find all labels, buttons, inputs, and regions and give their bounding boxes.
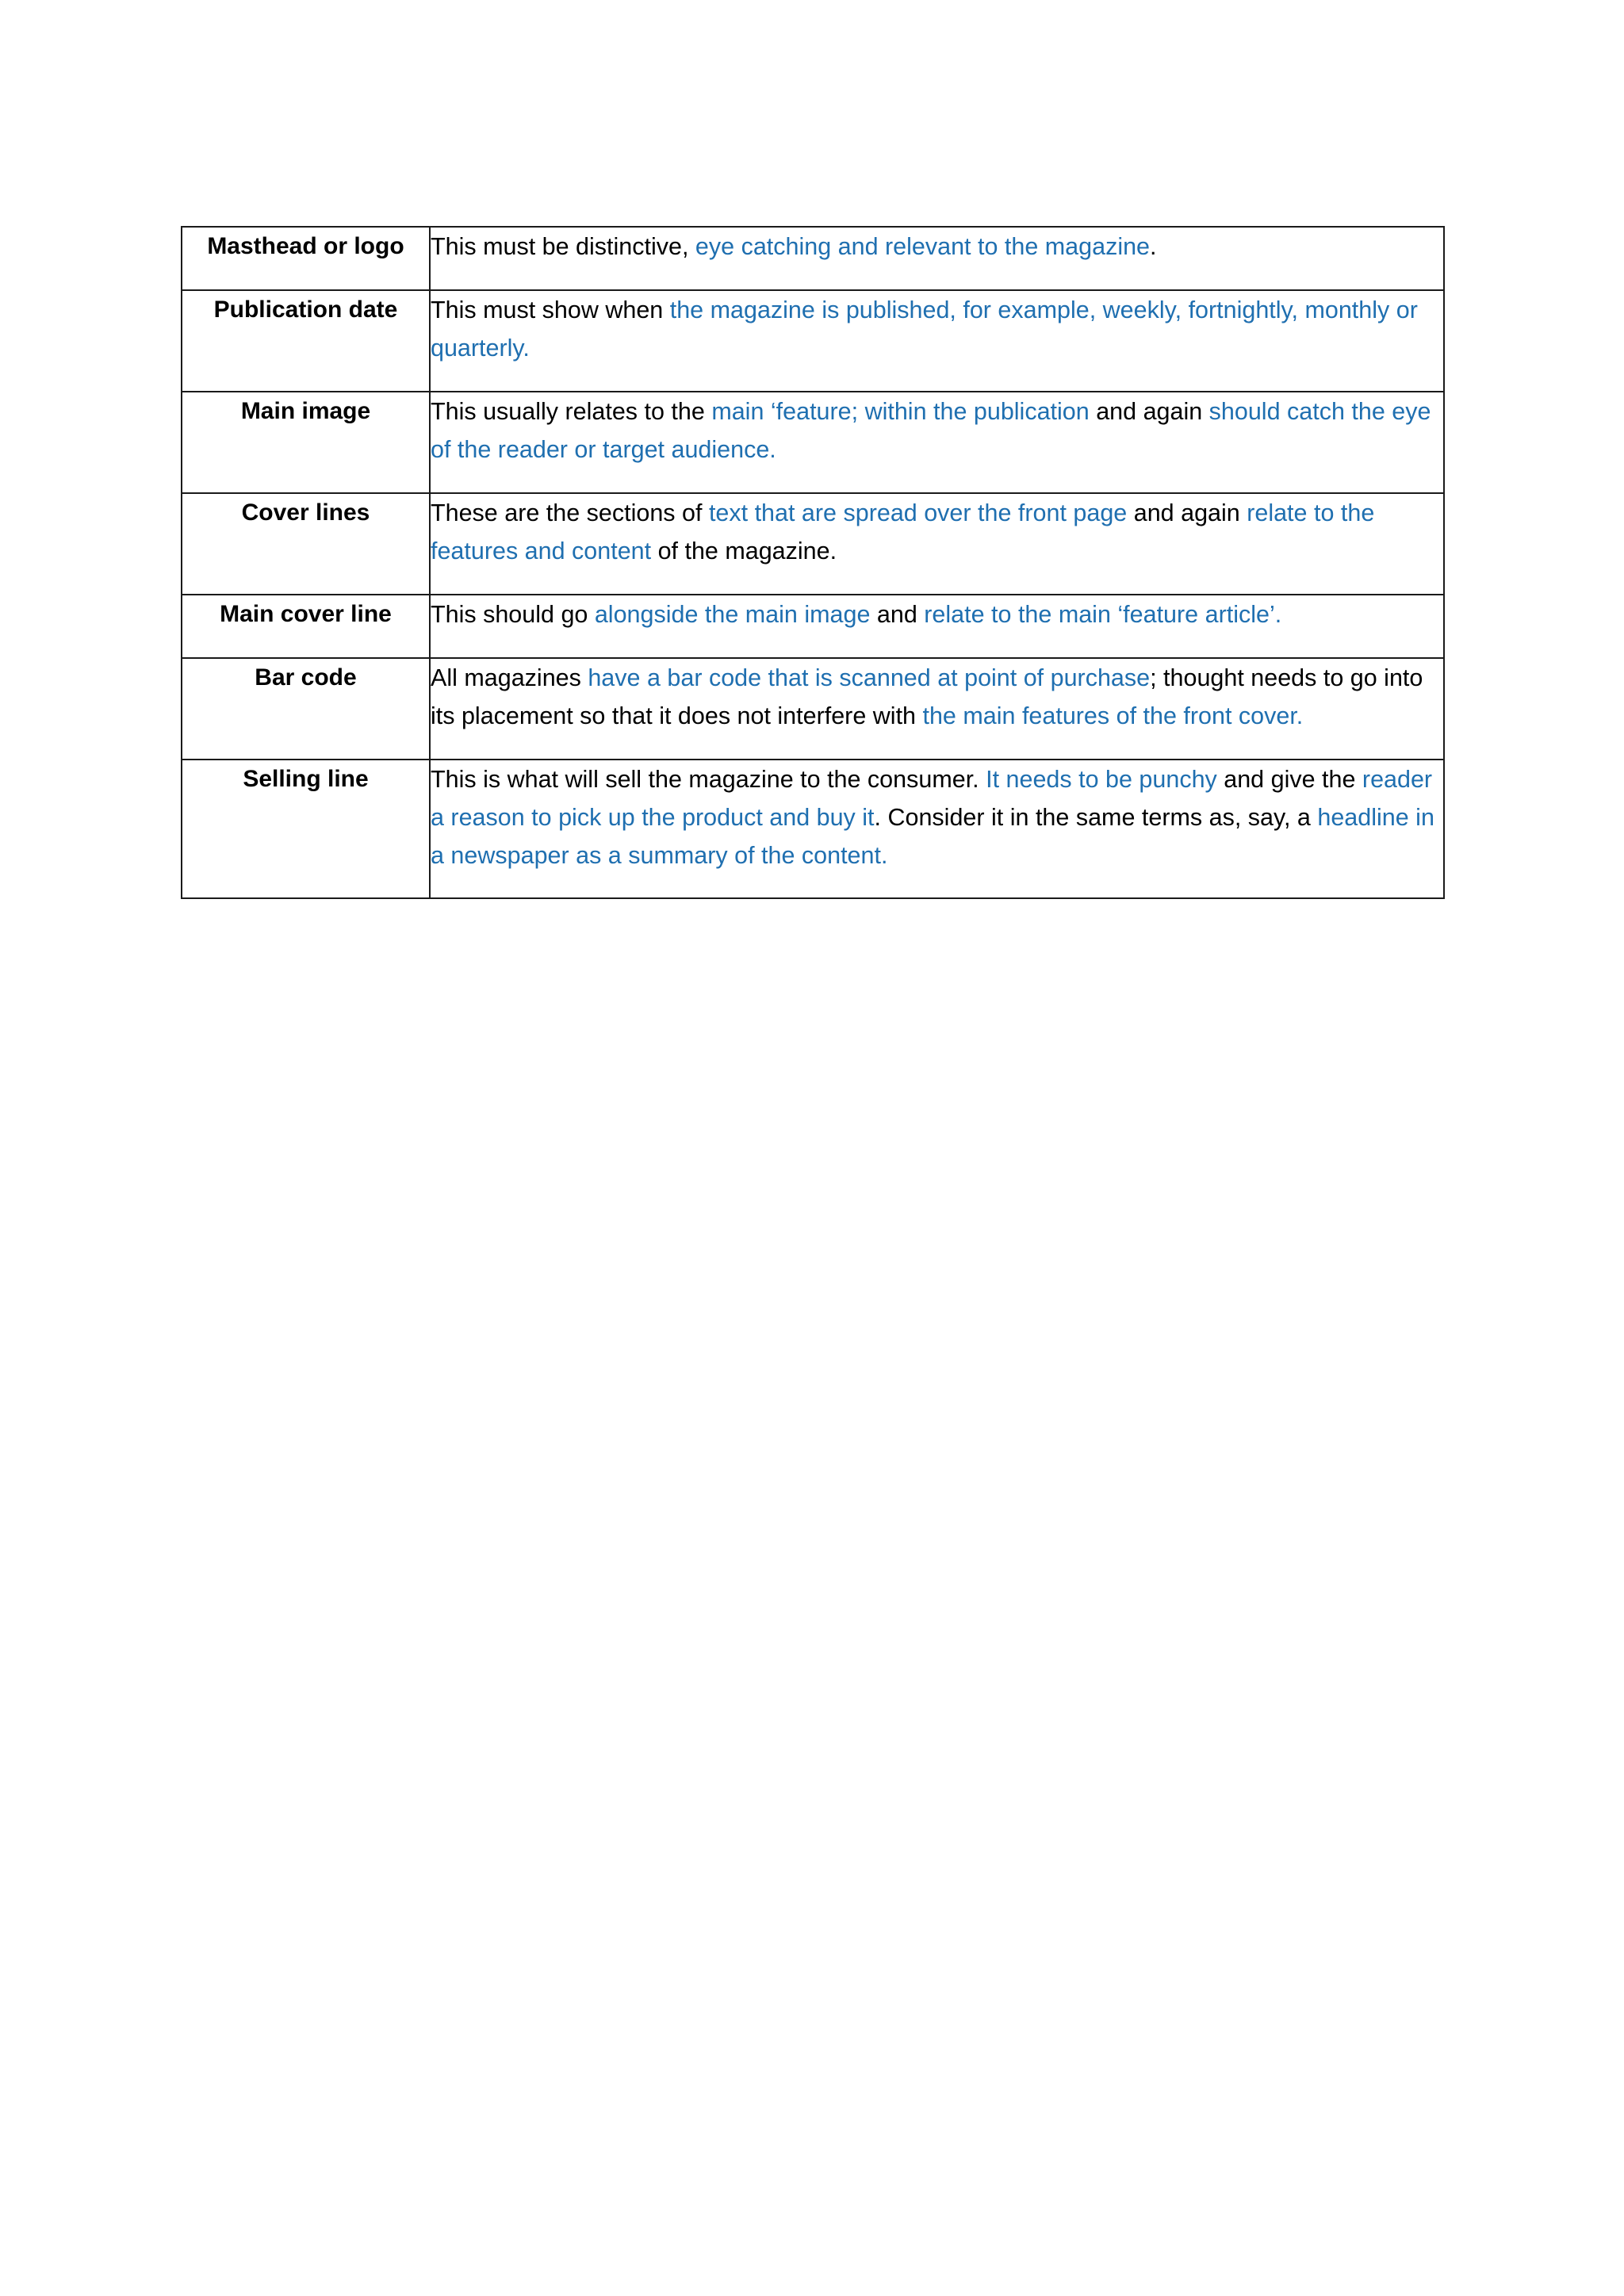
highlighted-text-segment: the magazine is published, for example, weekly, fortnightly, monthly or quarterly. (431, 297, 1418, 362)
table-row (182, 760, 1444, 898)
description-cover-lines (430, 493, 1444, 595)
text-segment: and give the (1216, 766, 1362, 793)
text-segment: This is what will sell the magazine to the consumer. (431, 766, 986, 793)
highlighted-text-segment: relate to the features and content (431, 499, 1375, 564)
term-main-cover-line: Main cover line (182, 595, 430, 658)
description-selling-line (430, 760, 1444, 898)
description-main-image (430, 392, 1444, 493)
highlighted-text-segment: the main features of the front cover. (922, 702, 1304, 729)
term-publication-date: Publication date (182, 290, 430, 392)
term-main-image: Main image (182, 392, 430, 493)
text-segment: ; thought needs to go into its placement so that it does not interfere with (431, 664, 1423, 729)
table-row (182, 290, 1444, 392)
term-masthead-or-logo: Masthead or logo (182, 227, 430, 290)
text-segment: This usually relates to the (431, 398, 712, 425)
text-segment: of the magazine. (651, 538, 837, 564)
table-row (182, 658, 1444, 760)
term-selling-line: Selling line (182, 760, 430, 898)
highlighted-text-segment: relate to the main ‘feature article’. (924, 601, 1282, 628)
table-row (182, 227, 1444, 290)
text-segment: . (1150, 233, 1157, 260)
text-segment: This should go (431, 601, 595, 628)
text-segment: and again (1127, 499, 1247, 526)
description-masthead-or-logo (430, 227, 1444, 290)
text-segment: . Consider it in the same terms as, say, a (874, 804, 1318, 831)
text-segment: This must show when (431, 297, 670, 323)
term-bar-code: Bar code (182, 658, 430, 760)
text-segment: These are the sections of (431, 499, 709, 526)
table-row (182, 493, 1444, 595)
highlighted-text-segment: It needs to be punchy (986, 766, 1217, 793)
text-segment: All magazines (431, 664, 588, 691)
magazine-cover-terms-table (181, 226, 1445, 899)
text-segment: and (870, 601, 925, 628)
highlighted-text-segment: have a bar code that is scanned at point of purchase (588, 664, 1151, 691)
term-cover-lines: Cover lines (182, 493, 430, 595)
text-segment: and again (1089, 398, 1209, 425)
highlighted-text-segment: alongside the main image (594, 601, 871, 628)
description-main-cover-line (430, 595, 1444, 658)
table-row (182, 595, 1444, 658)
text-segment: This must be distinctive, (431, 233, 695, 260)
highlighted-text-segment: main ‘feature; within the publication (711, 398, 1090, 425)
table-row (182, 392, 1444, 493)
description-publication-date (430, 290, 1444, 392)
highlighted-text-segment: headline in a newspaper as a summary of the content. (431, 804, 1434, 869)
highlighted-text-segment: reader a reason to pick up the product and buy it (431, 766, 1433, 831)
highlighted-text-segment: text that are spread over the front page (708, 499, 1128, 526)
description-bar-code (430, 658, 1444, 760)
highlighted-text-segment: eye catching and relevant to the magazine (695, 233, 1151, 260)
highlighted-text-segment: should catch the eye of the reader or target audience. (431, 398, 1431, 463)
